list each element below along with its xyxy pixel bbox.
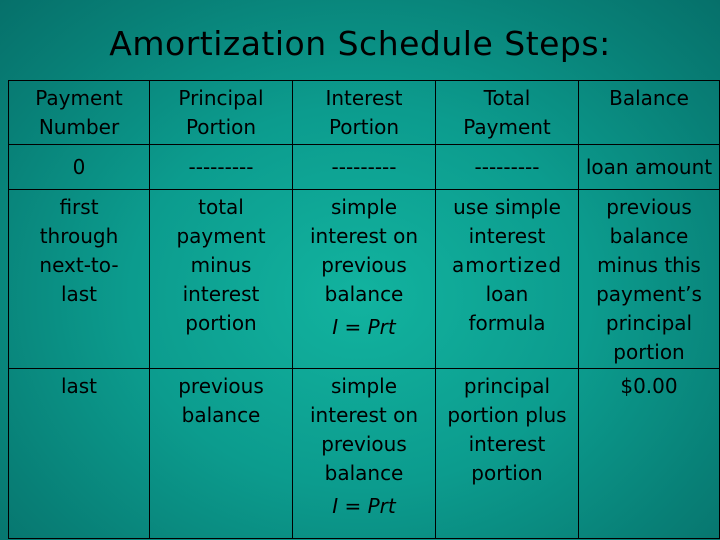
cell-total-payment: principal portion plus interest portion (436, 369, 579, 539)
cell-balance: loan amount (579, 145, 720, 190)
page-title: Amortization Schedule Steps: (109, 24, 611, 63)
simple-interest-formula: I = Prt (332, 494, 396, 518)
cell-payment-number: first through next-to- last (9, 190, 150, 369)
simple-interest-formula: I = Prt (332, 315, 396, 339)
cell-principal-portion: total payment minus interest portion (150, 190, 293, 369)
header-total-payment: Total Payment (436, 81, 579, 145)
cell-interest-portion: --------- (293, 145, 436, 190)
amortization-table (8, 80, 720, 539)
table-row (9, 190, 720, 369)
cell-total-payment: --------- (436, 145, 579, 190)
cell-principal-portion: previous balance (150, 369, 293, 539)
table-header-row (9, 81, 720, 145)
cell-principal-portion: --------- (150, 145, 293, 190)
cell-payment-number: last (9, 369, 150, 539)
header-balance: Balance (579, 81, 720, 145)
cell-balance: $0.00 (579, 369, 720, 539)
cell-interest-portion: simple interest on previous balance I = Prt (293, 369, 436, 539)
cell-payment-number: 0 (9, 145, 150, 190)
header-interest-portion: Interest Portion (293, 81, 436, 145)
header-principal-portion: Principal Portion (150, 81, 293, 145)
table-row (9, 145, 720, 190)
cell-interest-portion: simple interest on previous balance I = Prt (293, 190, 436, 369)
header-payment-number: Payment Number (9, 81, 150, 145)
table-row (9, 369, 720, 539)
cell-total-payment: use simple interest amortized loan formula (436, 190, 579, 369)
cell-balance: previous balance minus this payment’s principal portion (579, 190, 720, 369)
